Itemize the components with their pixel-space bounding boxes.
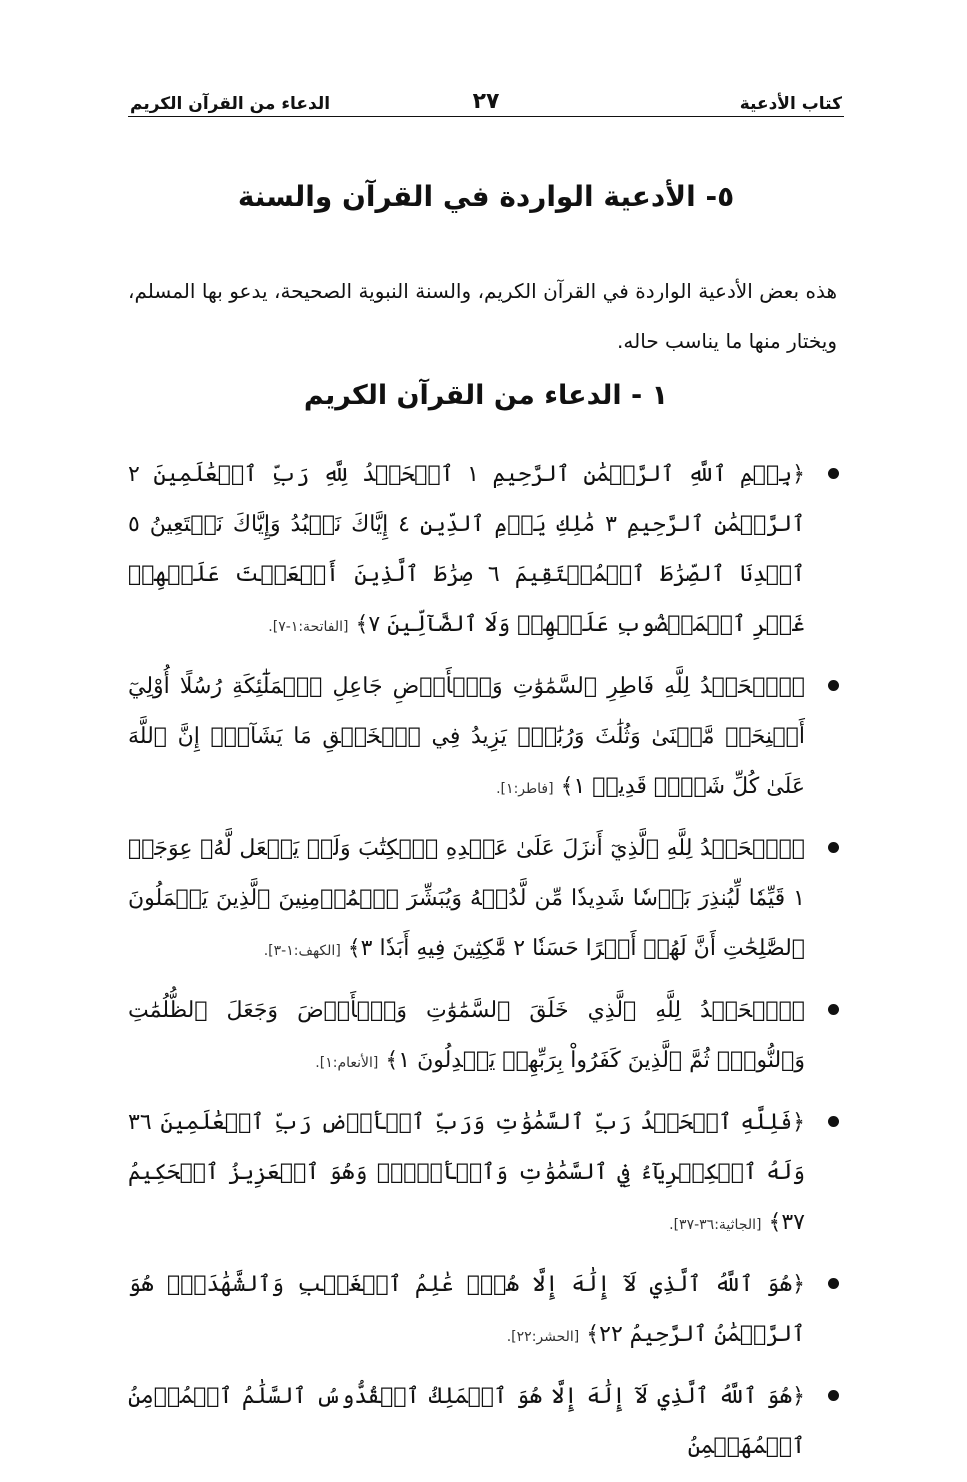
verse-text: ﴿فَلِلَّهِ ٱلۡحَمۡدُ رَبِّ ٱلسَّمَٰوَٰتِ وَرَبِّ ٱلۡأَرۡضِ رَبِّ ٱلۡعَٰلَمِينَ ٣٦ وَلَهُ ٱلۡكِبۡرِيَآءُ فِي ٱلسَّمَٰوَٰتِ وَٱلۡأَرۡضِۖ وَهُوَ ٱلۡعَزِيزُ ٱلۡحَكِيمُ ٣٧﴾ [128, 1110, 805, 1235]
verse-reference: [الحشر:٢٢]. [506, 1329, 580, 1345]
verse-text: ﴿بِسۡمِ ٱللَّهِ ٱلرَّحۡمَٰنِ ٱلرَّحِيمِ ١ ٱلۡحَمۡدُ لِلَّهِ رَبِّ ٱلۡعَٰلَمِينَ ٢ ٱلرَّحۡمَٰنِ ٱلرَّحِيمِ ٣ مَٰلِكِ يَوۡمِ ٱلدِّينِ ٤ إِيَّاكَ نَعۡبُدُ وَإِيَّاكَ نَسۡتَعِينُ ٥ ٱهۡدِنَا ٱلصِّرَٰطَ ٱلۡمُسۡتَقِيمَ ٦ صِرَٰطَ ٱلَّذِينَ أَنۡعَمۡتَ عَلَيۡهِمۡ غَيۡرِ ٱلۡمَغۡضُوبِ عَلَيۡهِمۡ وَلَا ٱلضَّآلِّينَ ٧﴾ [128, 462, 805, 637]
bullet-icon [828, 1116, 839, 1127]
intro-paragraph: هذه بعض الأدعية الواردة في القرآن الكريم، والسنة النبوية الصحيحة، يدعو بها المسلم، ويختار منها ما يناسب حاله. [128, 279, 837, 353]
bullet-icon [828, 1390, 839, 1401]
book-title-header: كتاب الأدعية [739, 94, 842, 114]
verse-text: ﴿هُوَ ٱللَّهُ ٱلَّذِي لَآ إِلَٰهَ إِلَّا هُوَ ٱلۡمَلِكُ ٱلۡقُدُّوسُ ٱلسَّلَٰمُ ٱلۡمُؤۡمِنُ ٱلۡمُهَيۡمِنُ [128, 1384, 805, 1459]
subsection-title: ١ - الدعاء من القرآن الكريم [303, 380, 669, 411]
verse-item [128, 1098, 845, 1250]
verse-text: ﴿ٱلۡحَمۡدُ لِلَّهِ ٱلَّذِي خَلَقَ ٱلسَّمَٰوَٰتِ وَٱلۡأَرۡضَ وَجَعَلَ ٱلظُّلُمَٰتِ وَٱلنُّورَۖ ثُمَّ ٱلَّذِينَ كَفَرُواْ بِرَبِّهِمۡ يَعۡدِلُونَ ١﴾ [128, 998, 805, 1073]
verse-item [128, 1260, 845, 1362]
bullet-icon [828, 842, 839, 853]
verse-list [128, 450, 845, 1482]
verse-item [128, 1372, 845, 1472]
verse-item [128, 450, 845, 652]
chapter-title-header: الدعاء من القرآن الكريم [130, 94, 331, 114]
running-header [130, 82, 842, 114]
bullet-icon [828, 1278, 839, 1289]
verse-item [128, 824, 845, 976]
verse-text: ﴿هُوَ ٱللَّهُ ٱلَّذِي لَآ إِلَٰهَ إِلَّا هُوَۖ عَٰلِمُ ٱلۡغَيۡبِ وَٱلشَّهَٰدَةِۖ هُوَ ٱلرَّحۡمَٰنُ ٱلرَّحِيمُ ٢٢﴾ [128, 1272, 806, 1347]
verse-item [128, 986, 845, 1088]
verse-reference: [الجاثية:٣٦-٣٧]. [669, 1217, 762, 1233]
verse-reference: [الكهف:١-٣]. [263, 943, 341, 959]
verse-item [128, 662, 845, 814]
bullet-icon [828, 1004, 839, 1015]
bullet-icon [828, 680, 839, 691]
page-number: ٢٧ [472, 89, 500, 114]
verse-text: ﴿ٱلۡحَمۡدُ لِلَّهِ ٱلَّذِيٓ أَنزَلَ عَلَىٰ عَبۡدِهِ ٱلۡكِتَٰبَ وَلَمۡ يَجۡعَل لَّهُۥ عِوَجَاۜ ١ قَيِّمٗا لِّيُنذِرَ بَأۡسٗا شَدِيدٗا مِّن لَّدُنۡهُ وَيُبَشِّرَ ٱلۡمُؤۡمِنِينَ ٱلَّذِينَ يَعۡمَلُونَ ٱلصَّٰلِحَٰتِ أَنَّ لَهُمۡ أَجۡرًا حَسَنٗا ٢ مَّٰكِثِينَ فِيهِ أَبَدٗا ٣﴾ [128, 836, 805, 961]
header-rule [128, 116, 844, 117]
verse-reference: [الفاتحة:١-٧]. [268, 619, 349, 635]
bullet-icon [828, 468, 839, 479]
verse-reference: [الأنعام:١]. [315, 1055, 379, 1071]
verse-text: ﴿ٱلۡحَمۡدُ لِلَّهِ فَاطِرِ ٱلسَّمَٰوَٰتِ وَٱلۡأَرۡضِ جَاعِلِ ٱلۡمَلَٰٓئِكَةِ رُسُلًا أُوْلِيٓ أَجۡنِحَةٖ مَّثۡنَىٰ وَثُلَٰثَ وَرُبَٰعَۚ يَزِيدُ فِي ٱلۡخَلۡقِ مَا يَشَآءُۚ إِنَّ ٱللَّهَ عَلَىٰ كُلِّ شَيۡءٖ قَدِيرٞ ١﴾ [128, 674, 805, 799]
verse-reference: [فاطر:١]. [496, 781, 554, 797]
section-title: ٥- الأدعية الواردة في القرآن والسنة [237, 180, 735, 213]
